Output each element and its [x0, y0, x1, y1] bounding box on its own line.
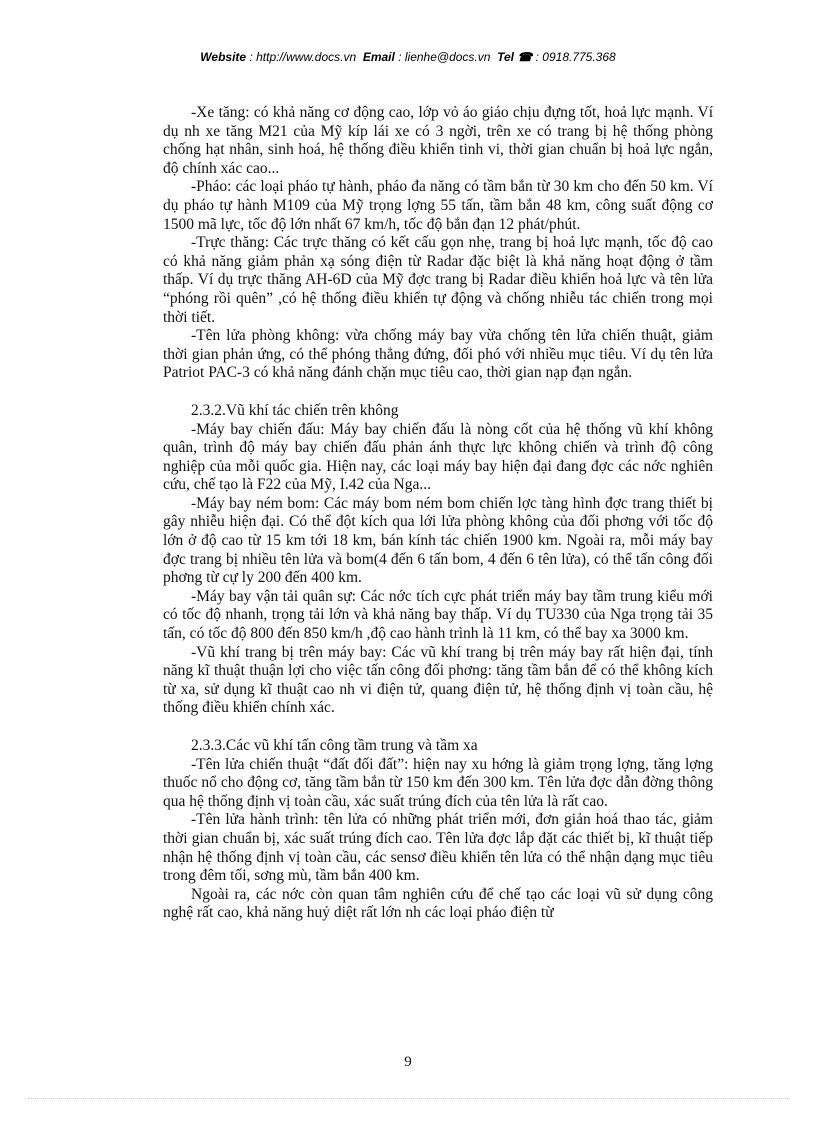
paragraph-tactical-missile: -Tên lửa chiến thuật “đất đối đất”: hiện nay xu hớng là giảm trọng lợng, tăng lợng thuốc nổ cho động cơ, tăng tầm bắn từ 150 km đến 300 km. Tên lửa đợc dẫn đờng thông qua hệ thống định vị toàn cầu, xác suất trúng đích của tên lửa là rất cao.: [163, 755, 713, 810]
website-label: Website: [200, 50, 247, 64]
section-heading-air-combat: 2.3.2.Vũ khí tác chiến trên không: [191, 401, 399, 419]
paragraph-transport: -Máy bay vận tải quân sự: Các nớc tích cực phát triển máy bay tầm trung kiểu mới có tốc độ nhanh, trọng tải lớn và khả năng bay thấp. Ví dụ TU330 của Nga trọng tải 35 tấn, có tốc độ 800 đến 850 km/h ,độ cao hành trình là 11 km, có thể bay xa 3000 km.: [163, 587, 713, 643]
page-header: [0, 50, 816, 64]
email-label: Email: [362, 50, 395, 64]
paragraph-tank: -Xe tăng: có khả năng cơ động cao, lớp vỏ áo giáo chịu đựng tốt, hoả lực mạnh. Ví dụ nh xe tăng M21 của Mỹ kíp lái xe có 3 ngời, trên xe có trang bị hệ thống phòng chống hạt nhân, sinh hoá, hệ thống điều khiển tinh vi, thời gian chuẩn bị hoả lực ngắn, độ chính xác cao...: [163, 104, 713, 177]
paragraph-bomber: -Máy bay ném bom: Các máy bom ném bom chiến lợc tàng hình đợc trang thiết bị gây nhiễu hiện đại. Có thể đột kích qua lới lửa phòng không của đối phơng với tốc độ lớn ở độ cao từ 15 km tới 18 km, bán kính tác chiến 1900 km. Ngoài ra, mỗi máy bay đợc trang bị nhiều tên lửa và bom(4 đến 6 tấn bom, 4 đến 6 tên lửa), có thể tấn công đối phơng từ cự ly 200 đến 400 km.: [163, 494, 713, 587]
footer-divider: [28, 1098, 788, 1099]
tel-value: : 0918.775.368: [535, 50, 616, 64]
tel-label: Tel ☎: [497, 50, 533, 64]
paragraph-fighter: -Máy bay chiến đấu: Máy bay chiến đấu là nòng cốt của hệ thống vũ khí không quân, trình độ máy bay chiến đấu phản ánh thực lực không chiến và trình độ công nghiệp của mỗi quốc gia. Hiện nay, các loại máy bay hiện đại đang đợc các nớc nghiên cứu, chế tạo là F22 của Mỹ, I.42 của Nga...: [163, 420, 713, 494]
paragraph-aircraft-weapons: -Vũ khí trang bị trên máy bay: Các vũ khí trang bị trên máy bay rất hiện đại, tính năng kĩ thuật thuận lợi cho việc tấn công đối phơng: tăng tầm bắn để có thể không kích từ xa, sử dụng kĩ thuật cao nh vi điện tử, quang điện tử, hệ thống định vị toàn cầu, hệ thống điều khiển chính xác.: [163, 643, 713, 717]
paragraph-cruise-missile: -Tên lửa hành trình: tên lửa có những phát triển mới, đơn giản hoá thao tác, giảm thời gian chuẩn bị, xác suất trúng đích cao. Tên lửa đợc lắp đặt các thiết bị, kĩ thuật tiếp nhận hệ thống định vị toàn cầu, các sensơ điều khiển tên lửa có thể nhận dạng mục tiêu trong đêm tối, sơng mù, tầm bắn 400 km.: [163, 811, 713, 885]
email-value: : lienhe@docs.vn: [398, 50, 491, 64]
section-heading-strike-weapons: 2.3.3.Các vũ khí tấn công tầm trung và tầm xa: [191, 737, 478, 754]
paragraph-other-weapons: Ngoài ra, các nớc còn quan tâm nghiên cứu để chế tạo các loại vũ sử dụng công nghệ rất cao, khả năng huỷ diệt rất lớn nh các loại pháo điện từ: [163, 885, 713, 922]
website-value: : http://www.docs.vn: [249, 50, 357, 64]
document-body: [163, 104, 713, 923]
page-number: 9: [404, 1054, 412, 1070]
paragraph-air-defense-missile: -Tên lửa phòng không: vừa chống máy bay vừa chống tên lửa chiến thuật, giảm thời gian phản ứng, có thể phóng thẳng đứng, đối phó với nhiều mục tiêu. Ví dụ tên lửa Patriot PAC-3 có khả năng đánh chặn mục tiêu cao, thời gian nạp đạn ngắn.: [163, 327, 713, 382]
paragraph-helicopter: -Trực thăng: Các trực thăng có kết cấu gọn nhẹ, trang bị hoả lực mạnh, tốc độ cao có khả năng giảm phản xạ sóng điện từ Radar đặc biệt là khả năng hoạt động ở tầm thấp. Ví dụ trực thăng AH-6D của Mỹ đợc trang bị Radar điều khiển hoả lực và tên lửa “phóng rồi quên” ,có hệ thống điều khiển tự động và chống nhiễu tác chiến trong mọi thời tiết.: [163, 234, 713, 326]
paragraph-artillery: -Pháo: các loại pháo tự hành, pháo đa năng có tầm bắn từ 30 km cho đến 50 km. Ví dụ pháo tự hành M109 của Mỹ trọng lợng 55 tấn, tầm bắn 48 km, công suất động cơ 1500 mã lực, tốc độ lớn nhất 67 km/h, tốc độ bắn đạn 12 phát/phút.: [163, 178, 713, 233]
